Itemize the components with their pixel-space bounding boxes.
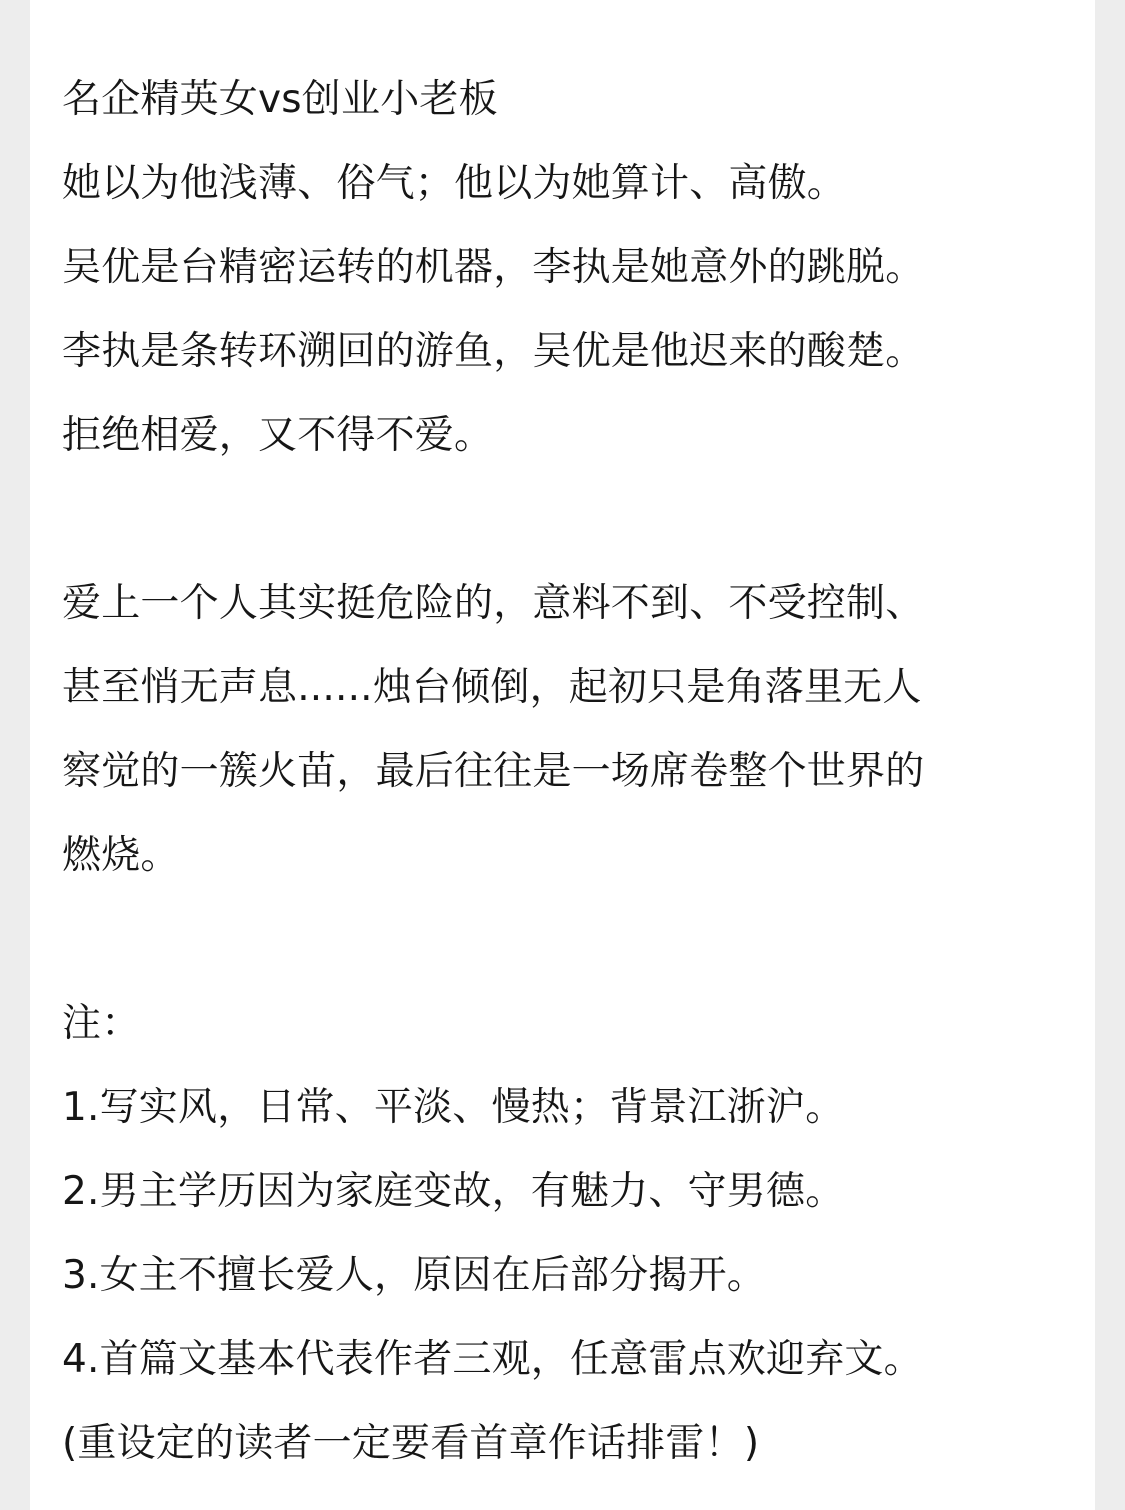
intro-line: 她以为他浅薄、俗气；他以为她算计、高傲。 [62,161,847,206]
note-item: (重设定的读者一定要看首章作话排雷！) [62,1421,760,1466]
intro-line: 拒绝相爱，又不得不爱。 [62,413,494,458]
intro-line: 吴优是台精密运转的机器，李执是她意外的跳脱。 [62,245,925,290]
intro-line: 李执是条转环溯回的游鱼，吴优是他迟来的酸楚。 [62,329,925,374]
post-body [62,58,1072,1486]
paragraph-line: 察觉的一簇火苗，最后往往是一场席卷整个世界的 [62,749,925,794]
paragraph-line: 甚至悄无声息......烛台倾倒，起初只是角落里无人 [62,665,922,710]
note-item: 2.男主学历因为家庭变故，有魅力、守男德。 [62,1169,845,1214]
document-page [30,0,1095,1510]
note-item: 1.写实风，日常、平淡、慢热；背景江浙沪。 [62,1085,845,1130]
note-item: 4.首篇文基本代表作者三观，任意雷点欢迎弃文。 [62,1337,923,1382]
note-item: 3.女主不擅长爱人，原因在后部分揭开。 [62,1253,767,1298]
subtitle-line: 名企精英女vs创业小老板 [62,77,498,122]
notes-heading: 注： [62,1001,141,1046]
paragraph-line: 爱上一个人其实挺危险的，意料不到、不受控制、 [62,581,925,626]
blank-line [62,478,1072,562]
paragraph-line: 燃烧。 [62,833,180,878]
blank-line [62,898,1072,982]
